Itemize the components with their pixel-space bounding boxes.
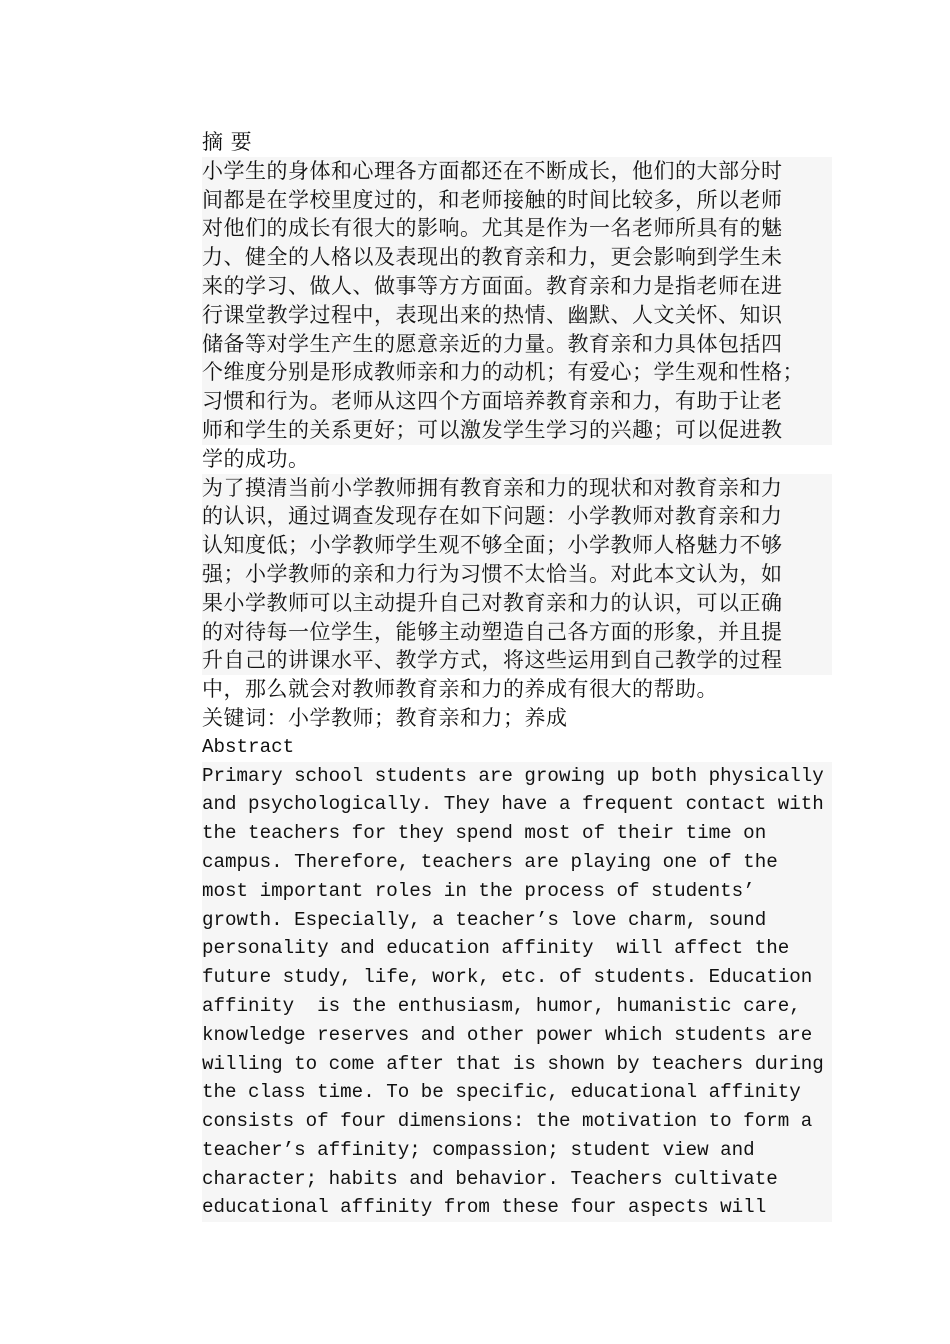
- text-line: teacher’s affinity; compassion; student view and: [202, 1136, 832, 1165]
- abstract-paragraph-cn-1: [202, 157, 832, 474]
- text-line: educational affinity from these four aspects will: [202, 1193, 832, 1222]
- text-line: 储备等对学生产生的愿意亲近的力量。教育亲和力具体包括四: [202, 330, 832, 359]
- text-line: 认知度低；小学教师学生观不够全面；小学教师人格魅力不够: [202, 531, 832, 560]
- text-line: 果小学教师可以主动提升自己对教育亲和力的认识，可以正确: [202, 589, 832, 618]
- text-line: character; habits and behavior. Teachers cultivate: [202, 1165, 832, 1194]
- text-line: growth. Especially, a teacher’s love charm, sound: [202, 906, 832, 935]
- text-line: 学的成功。: [202, 446, 310, 471]
- text-line: the class time. To be specific, educational affinity: [202, 1078, 832, 1107]
- text-line: 力、健全的人格以及表现出的教育亲和力，更会影响到学生未: [202, 243, 832, 272]
- text-line: Primary school students are growing up both physically: [202, 762, 832, 791]
- text-line: 的认识，通过调查发现存在如下问题：小学教师对教育亲和力: [202, 502, 832, 531]
- text-line: personality and education affinity will affect the: [202, 934, 832, 963]
- keywords-cn: 关键词：小学教师；教育亲和力；养成: [202, 705, 568, 730]
- text-line: campus. Therefore, teachers are playing one of the: [202, 848, 832, 877]
- text-line: 间都是在学校里度过的，和老师接触的时间比较多，所以老师: [202, 186, 832, 215]
- text-line: 来的学习、做人、做事等方方面面。教育亲和力是指老师在进: [202, 272, 832, 301]
- abstract-heading-en: Abstract: [202, 735, 295, 758]
- text-line: 为了摸清当前小学教师拥有教育亲和力的现状和对教育亲和力: [202, 474, 832, 503]
- document-body: [202, 128, 832, 1222]
- text-line: 中，那么就会对教师教育亲和力的养成有很大的帮助。: [202, 677, 718, 702]
- text-line: 小学生的身体和心理各方面都还在不断成长，他们的大部分时: [202, 157, 832, 186]
- text-line: 强；小学教师的亲和力行为习惯不太恰当。对此本文认为，如: [202, 560, 832, 589]
- text-line: 升自己的讲课水平、教学方式，将这些运用到自己教学的过程: [202, 646, 832, 675]
- text-line: 个维度分别是形成教师亲和力的动机；有爱心；学生观和性格；: [202, 358, 832, 387]
- abstract-paragraph-en: [202, 762, 832, 1223]
- text-line: the teachers for they spend most of their time on: [202, 819, 832, 848]
- text-line: consists of four dimensions: the motivation to form a: [202, 1107, 832, 1136]
- text-line: 行课堂教学过程中，表现出来的热情、幽默、人文关怀、知识: [202, 301, 832, 330]
- text-line: 师和学生的关系更好；可以激发学生学习的兴趣；可以促进教: [202, 416, 832, 445]
- text-line: 对他们的成长有很大的影响。尤其是作为一名老师所具有的魅: [202, 214, 832, 243]
- text-line: future study, life, work, etc. of students. Education: [202, 963, 832, 992]
- abstract-paragraph-cn-2: [202, 474, 832, 704]
- text-line: affinity is the enthusiasm, humor, humanistic care,: [202, 992, 832, 1021]
- abstract-heading-cn: 摘 要: [202, 130, 253, 154]
- text-line: 习惯和行为。老师从这四个方面培养教育亲和力，有助于让老: [202, 387, 832, 416]
- text-line: knowledge reserves and other power which students are: [202, 1021, 832, 1050]
- text-line: 的对待每一位学生，能够主动塑造自己各方面的形象，并且提: [202, 618, 832, 647]
- text-line: and psychologically. They have a frequent contact with: [202, 790, 832, 819]
- text-line: willing to come after that is shown by teachers during: [202, 1050, 832, 1079]
- text-line: most important roles in the process of students’: [202, 877, 832, 906]
